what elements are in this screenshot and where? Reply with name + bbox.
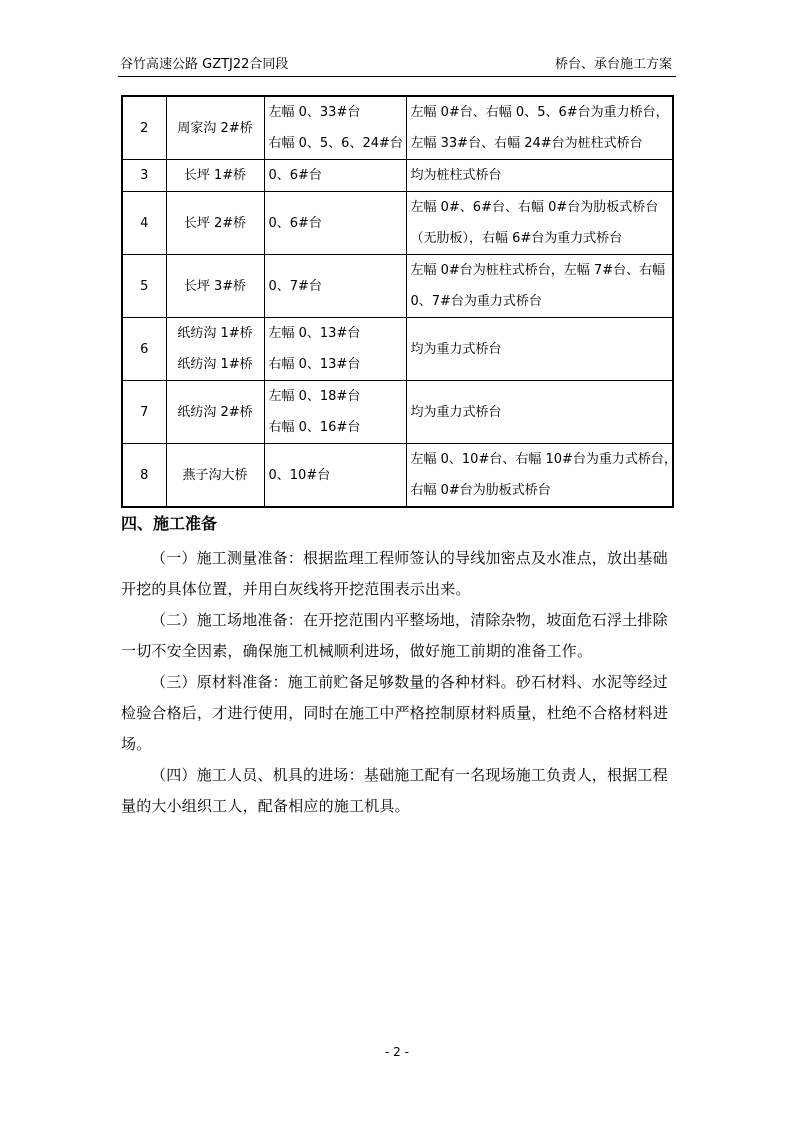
cell-bridge-name-line: 燕子沟大桥: [182, 467, 248, 483]
cell-abutment-numbers-line: 左幅 0、18#台: [268, 389, 361, 404]
cell-abutment-type-line: 左幅 0#、6#台、右幅 0#台为肋板式桥台: [410, 200, 659, 215]
cell-row-number: [122, 255, 166, 318]
table-row: [122, 160, 673, 192]
table-row: [122, 192, 673, 255]
cell-abutment-type: [406, 381, 673, 444]
cell-row-number-line: 4: [140, 215, 149, 231]
cell-abutment-numbers: [264, 444, 406, 508]
cell-abutment-numbers: [264, 192, 406, 255]
cell-row-number-line: 6: [140, 341, 149, 357]
cell-row-number: [122, 160, 166, 192]
cell-abutment-type-line: （无肋板），右幅 6#台为重力式桥台: [410, 231, 623, 246]
cell-abutment-type-line: 均为重力式桥台: [410, 341, 502, 357]
table-row: [122, 444, 673, 508]
cell-abutment-numbers-line: 左幅 0、13#台: [268, 326, 361, 341]
cell-bridge-name-line: 周家沟 2#桥: [177, 120, 253, 136]
cell-row-number: [122, 381, 166, 444]
cell-bridge-name-line: 长坪 1#桥: [183, 168, 247, 183]
page-header: [118, 56, 676, 77]
cell-abutment-type-line: 0、7#台为重力式桥台: [410, 294, 542, 309]
cell-abutment-numbers-line: 0、6#台: [268, 168, 322, 183]
cell-bridge-name: [166, 192, 264, 255]
cell-abutment-numbers: [264, 96, 406, 160]
cell-bridge-name: [166, 96, 264, 160]
cell-abutment-type-line: 均为桩柱式桥台: [410, 168, 502, 183]
cell-bridge-name-line: 长坪 3#桥: [183, 278, 247, 294]
cell-bridge-name: [166, 381, 264, 444]
cell-abutment-type: [406, 192, 673, 255]
cell-row-number: [122, 192, 166, 255]
page-number: - 2 -: [385, 1045, 409, 1059]
cell-abutment-type-line: 左幅 33#台、右幅 24#台为桩柱式桥台: [410, 136, 643, 151]
table-row: [122, 255, 673, 318]
cell-abutment-type-line: 均为重力式桥台: [410, 404, 502, 420]
cell-row-number-line: 7: [140, 404, 149, 420]
cell-bridge-name: [166, 444, 264, 508]
cell-abutment-numbers: [264, 160, 406, 192]
cell-abutment-numbers-line: 0、6#台: [268, 215, 322, 231]
cell-abutment-numbers-line: 右幅 0、13#台: [268, 357, 361, 372]
table-row: [122, 96, 673, 160]
cell-bridge-name-line: 纸纺沟 2#桥: [177, 404, 253, 420]
cell-row-number: [122, 96, 166, 160]
cell-abutment-numbers: [264, 381, 406, 444]
bridge-abutment-table: [121, 95, 677, 508]
cell-bridge-name: [166, 160, 264, 192]
cell-abutment-type: [406, 160, 673, 192]
paragraph-personnel-equipment: （四）施工人员、机具的进场：基础施工配有一名现场施工负责人，根据工程量的大小组织工人，配备相应的施工机具。: [121, 766, 668, 815]
paragraph-site-preparation: （二）施工场地准备：在开挖范围内平整场地，清除杂物，坡面危石浮土排除一切不安全因素，确保施工机械顺利进场，做好施工前期的准备工作。: [121, 611, 668, 660]
cell-abutment-numbers-line: 右幅 0、5、6、24#台: [268, 136, 403, 151]
cell-abutment-numbers: [264, 255, 406, 318]
cell-bridge-name: [166, 255, 264, 318]
cell-abutment-type-line: 左幅 0#台、右幅 0、5、6#台为重力桥台，: [410, 105, 669, 120]
cell-abutment-numbers-line: 右幅 0、16#台: [268, 420, 361, 435]
cell-bridge-name: [166, 318, 264, 381]
paragraph-survey-preparation: （一）施工测量准备：根据监理工程师签认的导线加密点及水准点，放出基础开挖的具体位置，并用白灰线将开挖范围表示出来。: [121, 549, 668, 598]
cell-abutment-type: [406, 96, 673, 160]
cell-abutment-numbers: [264, 318, 406, 381]
cell-row-number-line: 5: [140, 278, 149, 294]
cell-abutment-type-line: 左幅 0#台为桩柱式桥台，左幅 7#台、右幅: [410, 263, 666, 278]
table-row: [122, 381, 673, 444]
cell-bridge-name-line: 纸纺沟 1#桥: [177, 357, 253, 372]
cell-abutment-type: [406, 444, 677, 508]
cell-abutment-type: [406, 255, 673, 318]
cell-row-number-line: 2: [140, 120, 149, 136]
cell-row-number: [122, 318, 166, 381]
cell-bridge-name-line: 纸纺沟 1#桥: [177, 326, 253, 341]
cell-abutment-numbers-line: 左幅 0、33#台: [268, 105, 361, 120]
header-project-name: 谷竹高速公路 GZTJ22合同段: [120, 57, 289, 72]
cell-bridge-name-line: 长坪 2#桥: [183, 215, 247, 231]
cell-abutment-numbers-line: 0、10#台: [268, 467, 331, 483]
paragraph-material-preparation: （三）原材料准备：施工前贮备足够数量的各种材料。砂石材料、水泥等经过检验合格后，才进行使用，同时在施工中严格控制原材料质量，杜绝不合格材料进场。: [121, 673, 669, 753]
cell-abutment-type-line: 右幅 0#台为肋板式桥台: [410, 483, 551, 498]
cell-row-number-line: 3: [140, 168, 149, 183]
cell-abutment-numbers-line: 0、7#台: [268, 278, 322, 294]
cell-abutment-type: [406, 318, 673, 381]
header-document-title: 桥台、承台施工方案: [554, 57, 672, 72]
cell-abutment-type-line: 左幅 0、10#台、右幅 10#台为重力式桥台，: [410, 452, 677, 467]
section-title: 四、施工准备: [121, 514, 218, 533]
table-row: [122, 318, 673, 381]
cell-row-number: [122, 444, 166, 508]
table-body: [122, 96, 677, 507]
cell-row-number-line: 8: [140, 467, 149, 483]
